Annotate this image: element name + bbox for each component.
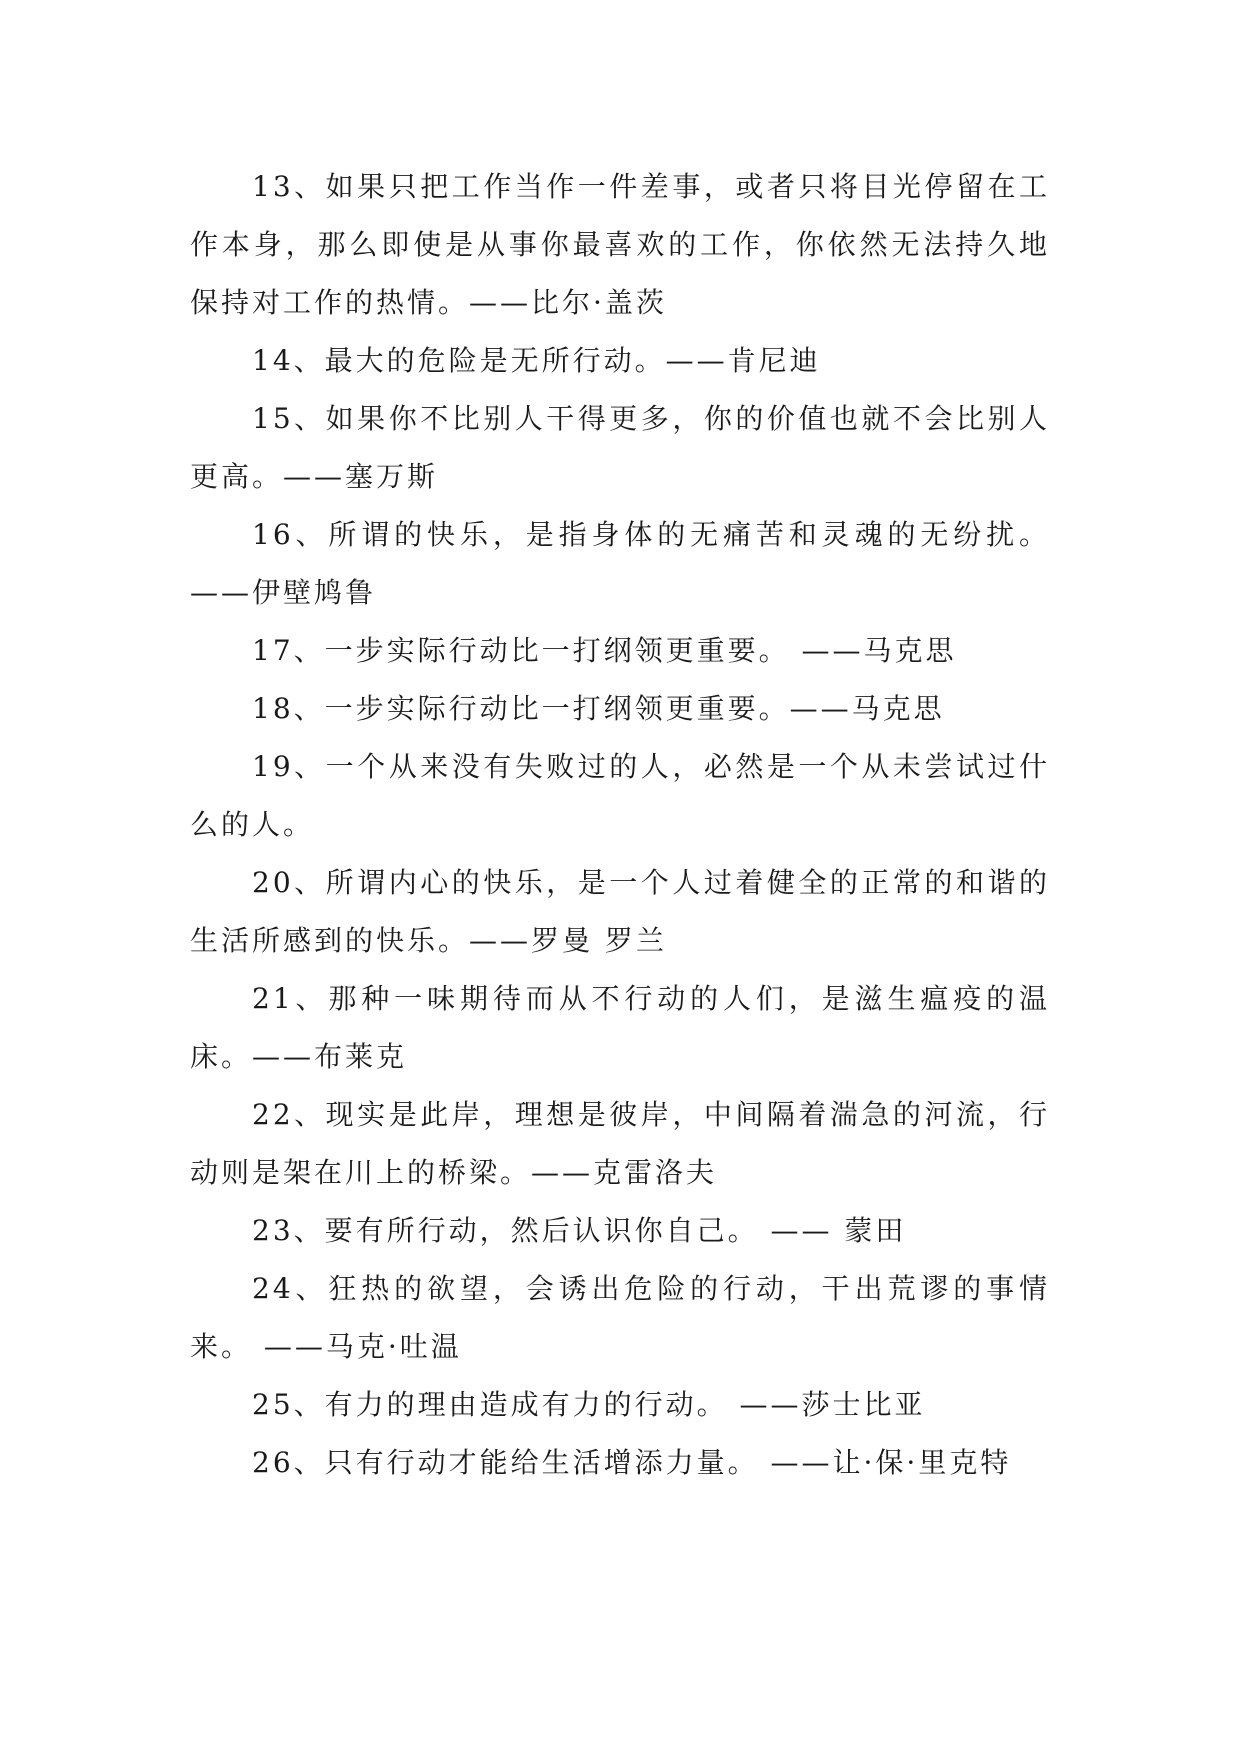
quote-paragraph-24: 24、狂热的欲望，会诱出危险的行动，干出荒谬的事情来。 ——马克·吐温 [190, 1272, 1050, 1363]
quote-paragraph-25: 25、有力的理由造成有力的行动。 ——莎士比亚 [252, 1388, 926, 1421]
quote-paragraph-13: 13、如果只把工作当作一件差事，或者只将目光停留在工作本身，那么即使是从事你最喜欢的工作，你依然无法持久地保持对工作的热情。——比尔·盖茨 [190, 170, 1050, 319]
quote-paragraph-15: 15、如果你不比别人干得更多，你的价值也就不会比别人更高。——塞万斯 [190, 402, 1050, 493]
quote-paragraph-21: 21、那种一味期待而从不行动的人们，是滋生瘟疫的温床。——布莱克 [190, 982, 1050, 1073]
quote-paragraph-14: 14、最大的危险是无所行动。——肯尼迪 [252, 344, 821, 377]
quote-paragraph-16: 16、所谓的快乐，是指身体的无痛苦和灵魂的无纷扰。——伊壁鸠鲁 [190, 518, 1050, 609]
quote-paragraph-26: 26、只有行动才能给生活增添力量。 ——让·保·里克特 [252, 1446, 1012, 1479]
quote-paragraph-20: 20、所谓内心的快乐，是一个人过着健全的正常的和谐的生活所感到的快乐。——罗曼 罗兰 [190, 866, 1050, 957]
quote-paragraph-18: 18、一步实际行动比一打纲领更重要。——马克思 [252, 692, 945, 725]
quote-paragraph-23: 23、要有所行动，然后认识你自己。 —— 蒙田 [252, 1214, 907, 1247]
quote-paragraph-17: 17、一步实际行动比一打纲领更重要。 ——马克思 [252, 634, 957, 667]
quote-paragraph-22: 22、现实是此岸，理想是彼岸，中间隔着湍急的河流，行动则是架在川上的桥梁。——克雷洛夫 [190, 1098, 1050, 1189]
quote-paragraph-19: 19、一个从来没有失败过的人，必然是一个从未尝试过什么的人。 [190, 750, 1050, 841]
document-body [190, 158, 1050, 1492]
